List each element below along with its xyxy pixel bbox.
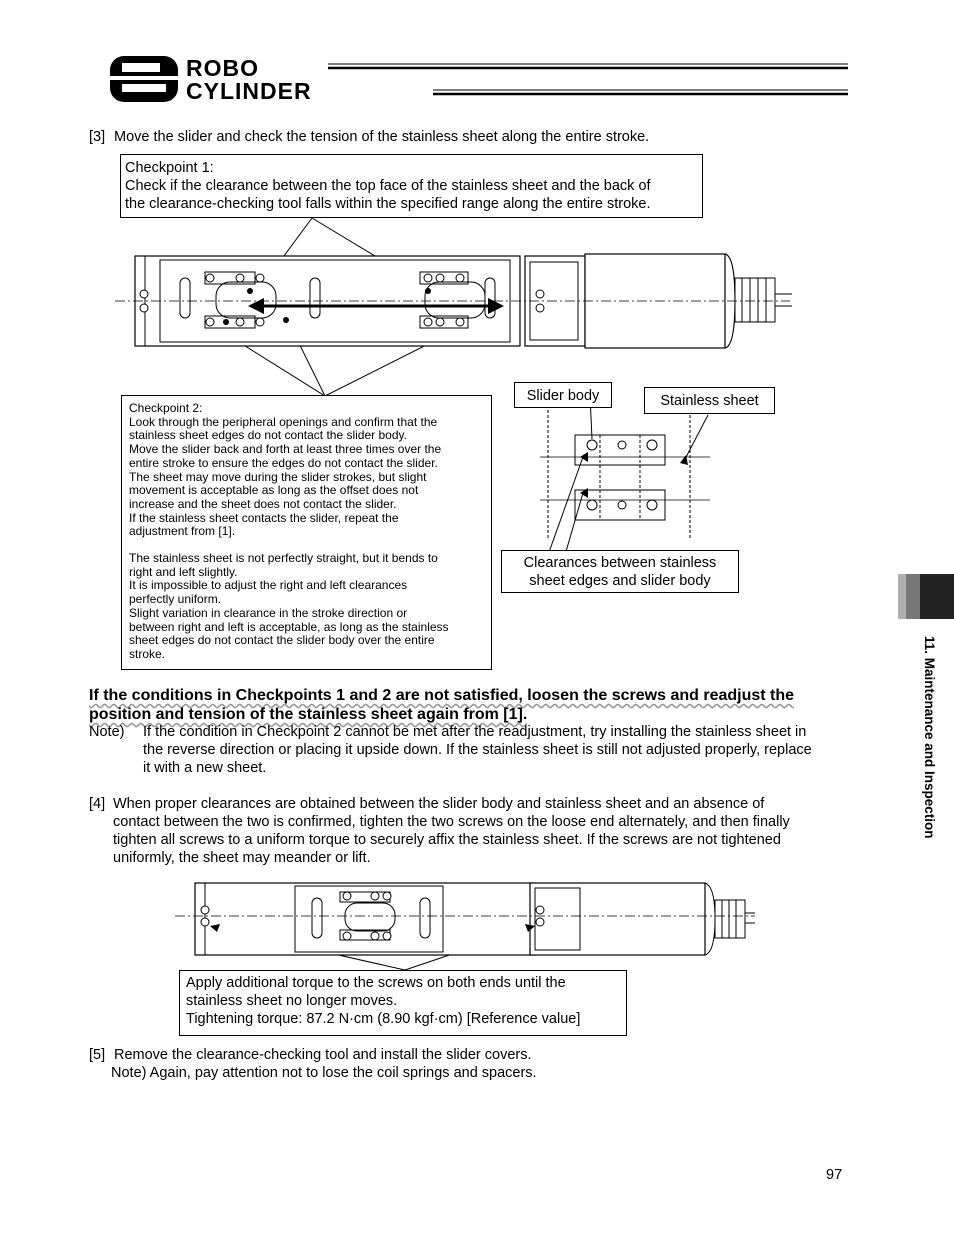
checkpoint2-p2-l6: between right and left is acceptable, as long as the stainless [129, 619, 449, 634]
label-clearances [501, 550, 739, 593]
logo-robo: ROBO [186, 55, 259, 81]
checkpoint2-box [121, 395, 492, 670]
torque-line2: stainless sheet no longer moves. [186, 993, 398, 1009]
checkpoint2-title: Checkpoint 2: [129, 401, 203, 415]
step5-note: Note) Again, pay attention not to lose the coil springs and spacers. [111, 1065, 537, 1081]
checkpoint2-p2-l5: Slight variation in clearance in the stroke direction or [129, 605, 408, 620]
checkpoint2-p1-l7: increase and the sheet does not contact the slider. [129, 496, 397, 511]
checkpoint2-p1-l6: movement is acceptable as long as the offset does not [129, 483, 419, 498]
step4-line1: When proper clearances are obtained between the slider body and stainless sheet and an absence of [113, 796, 765, 812]
note1-line2: the reverse direction or placing it upside down. If the stainless sheet is still not adjusted properly, replace [143, 742, 812, 758]
step3-text: Move the slider and check the tension of the stainless sheet along the entire stroke. [114, 129, 650, 145]
checkpoint2-p1-l3: Move the slider back and forth at least three times over the [129, 442, 442, 457]
step5-number: [5] [89, 1047, 106, 1063]
checkpoint2-p1-l4: entire stroke to ensure the edges do not contact the slider. [129, 455, 438, 470]
step3-number: [3] [89, 129, 106, 145]
step4-line3: tighten all screws to a uniform torque to securely affix the stainless sheet. If the screws are not tightened [113, 832, 781, 848]
checkpoint2-p2-l4: perfectly uniform. [129, 592, 222, 607]
actuator-diagram-1 [110, 216, 800, 396]
checkpoint1-title: Checkpoint 1: [125, 160, 214, 176]
checkpoint2-p1-l8: If the stainless sheet contacts the slider, repeat the [129, 510, 399, 525]
page-number: 97 [826, 1167, 843, 1183]
step5-text: Remove the clearance-checking tool and install the slider covers. [114, 1047, 532, 1063]
step4-line2: contact between the two is confirmed, tighten the two screws on the loose end alternately, and then finally [113, 814, 790, 830]
checkpoint2-p2-l3: It is impossible to adjust the right and left clearances [129, 578, 408, 593]
chapter-tab-dark [920, 574, 954, 619]
label-clearances-line2: sheet edges and slider body [529, 573, 711, 589]
rc-monogram-icon [110, 56, 178, 102]
slider-detail-diagram [540, 405, 720, 555]
note1-line3: it with a new sheet. [143, 760, 267, 776]
note1-line1: If the condition in Checkpoint 2 cannot be met after the readjustment, try installing the stainless sheet in [143, 724, 807, 740]
label-clearances-line1: Clearances between stainless [523, 555, 717, 571]
sidebar-chapter-label: 11. Maintenance and Inspection [922, 636, 937, 839]
checkpoint2-p1-l2: stainless sheet edges do not contact the slider body. [129, 428, 407, 443]
checkpoint2-p2-l7: sheet edges do not contact the slider body over the entire [129, 633, 435, 648]
checkpoint2-p1-l1: Look through the peripheral openings and confirm that the [129, 414, 438, 429]
checkpoint1-box [120, 154, 703, 218]
chapter-tab-mid [906, 574, 920, 619]
step4-number: [4] [89, 796, 106, 812]
label-stainless-sheet: Stainless sheet [644, 387, 775, 414]
warning-line2: position and tension of the stainless sheet again from [1]. [89, 706, 528, 723]
chapter-tab-light [898, 574, 906, 619]
checkpoint1-line1: Check if the clearance between the top face of the stainless sheet and the back of [125, 178, 651, 194]
checkpoint2-p2-l2: right and left slightly. [129, 564, 238, 579]
checkpoint2-p1-l9: adjustment from [1]. [129, 524, 236, 539]
logo-cylinder: CYLINDER [186, 78, 312, 104]
label-slider-body: Slider body [514, 382, 612, 408]
checkpoint1-line2: the clearance-checking tool falls within the specified range along the entire stroke. [125, 196, 651, 212]
rc-logo [108, 54, 853, 106]
checkpoint2-p2-l8: stroke. [129, 646, 166, 661]
torque-line3: Tightening torque: 87.2 N·cm (8.90 kgf·cm) [Reference value] [186, 1011, 581, 1027]
step4-line4: uniformly, the sheet may meander or lift. [113, 850, 371, 866]
header [108, 54, 853, 106]
checkpoint2-p2-l1: The stainless sheet is not perfectly straight, but it bends to [129, 551, 438, 566]
torque-line1: Apply additional torque to the screws on both ends until the [186, 975, 566, 991]
actuator-diagram-2 [175, 878, 765, 973]
note1-label: Note) [89, 724, 125, 740]
torque-box [179, 970, 627, 1036]
sidebar-chapter [920, 636, 940, 876]
checkpoint2-p1-l5: The sheet may move during the slider strokes, but slight [129, 469, 427, 484]
warning-line1: If the conditions in Checkpoints 1 and 2 are not satisfied, loosen the screws and readjust the [89, 687, 795, 704]
